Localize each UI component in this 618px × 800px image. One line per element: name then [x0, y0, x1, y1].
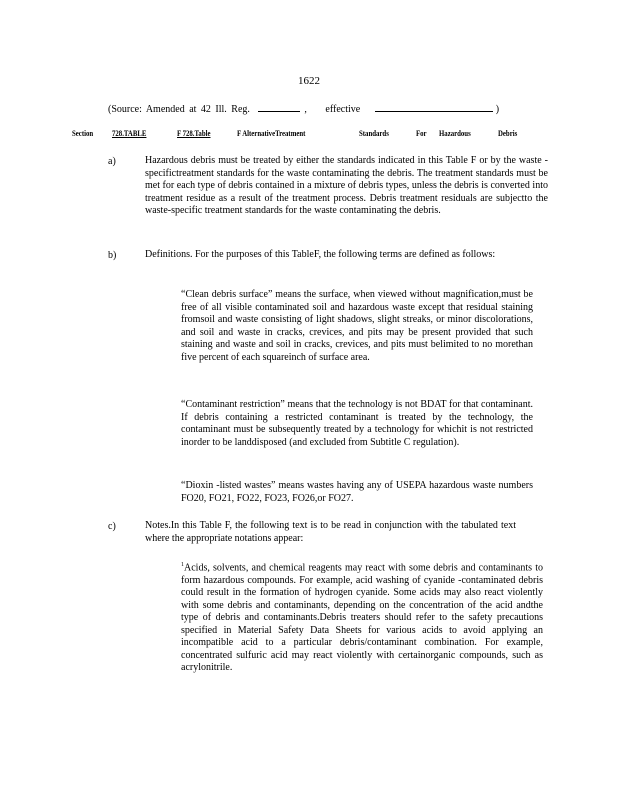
- section-title-part: Debris: [498, 129, 518, 138]
- source-prefix: (Source: Amended at 42 Ill. Reg.: [108, 104, 250, 115]
- item-a-text: [145, 155, 548, 218]
- page-number: 1622: [298, 75, 320, 87]
- item-b-label: b): [108, 250, 117, 261]
- section-title-part: F 728.Table: [177, 129, 211, 138]
- source-note: (Source: Amended at 42 Ill. Reg. , effective ): [108, 104, 500, 115]
- footnote-marker: 1: [181, 562, 184, 568]
- item-c-text: [145, 520, 516, 545]
- date-blank: [258, 102, 300, 112]
- definition-contaminant-restriction: [181, 399, 533, 449]
- section-title-part: For: [416, 129, 427, 138]
- source-suffix: ): [495, 104, 500, 115]
- item-a-label: a): [108, 156, 116, 167]
- definition-text: “Clean debris surface” means the surface, when viewed without magnification,must be free of all visible contaminated soil and hazardous waste except that residual staining fromsoil and waste consisting of light shadows, slight streaks, or minor discolorations, and soil and waste in cracks, crevices, and pits may be present provided that such staining and waste and soil in cracks, crevices, and pits must belimited to no morethan five percent of each squareinch of surface area.: [181, 289, 533, 363]
- footnote-text: Acids, solvents, and chemical reagents may react with some debris and contaminants to form hazardous compounds. For example, acid washing of cyanide -contaminated debris could result in the formation of hydrogen cyanide. Some acids may also react violently with some debris and contaminants, depending on the concentration of the acid andthe type of debris and contaminants.Debris treaters should refer to the safety precautions specified in Material Safety Data Sheets for various acids to avoid applying an incompatible acid to a particular debris/contaminant combination. For example, concentrated sulfuric acid may react violently with certainorganic compounds, such as acrylonitrile.: [181, 562, 543, 674]
- section-title-part: F AlternativeTreatment: [237, 129, 306, 138]
- footnote-1: [181, 559, 543, 675]
- section-title-part: Standards: [359, 129, 389, 138]
- section-word: Section: [72, 129, 94, 138]
- item-a-paragraph: Hazardous debris must be treated by either the standards indicated in this Table F or by the waste -specifictreatment standards for the waste contaminating the debris. The treatment standards must be met for each type of debris contained in a mixture of debris types, unless the debris is converted into treatment residue as a result of the treatment process. Debris treatment residuals are subjectto the waste-specific treatment standards for the waste contaminating the debris.: [145, 155, 548, 216]
- definition-dioxin-listed-wastes: [181, 480, 533, 505]
- item-c-label: c): [108, 521, 116, 532]
- section-title-part: Hazardous: [439, 129, 471, 138]
- item-b-text: [145, 249, 524, 262]
- definition-text: “Dioxin -listed wastes” means wastes having any of USEPA hazardous waste numbers FO20, FO21, FO22, FO23, FO26,or FO27.: [181, 480, 533, 504]
- item-c-paragraph: Notes.In this Table F, the following text is to be read in conjunction with the tabulated text where the appropriate notations appear:: [145, 520, 516, 544]
- section-number: 728.TABLE: [112, 129, 147, 138]
- definition-text: “Contaminant restriction” means that the technology is not BDAT for that contaminant. If debris containing a restricted contaminant is treated by the technology, the contaminant must be subsequently treated by a technology for whichit is not restricted inorder to be landdisposed (and excluded from Subtitle C regulation).: [181, 399, 533, 448]
- item-b-paragraph: Definitions. For the purposes of this TableF, the following terms are defined as follows:: [145, 249, 496, 260]
- definition-clean-debris-surface: [181, 289, 533, 364]
- source-effective: effective: [325, 104, 361, 115]
- effective-blank: [375, 102, 493, 112]
